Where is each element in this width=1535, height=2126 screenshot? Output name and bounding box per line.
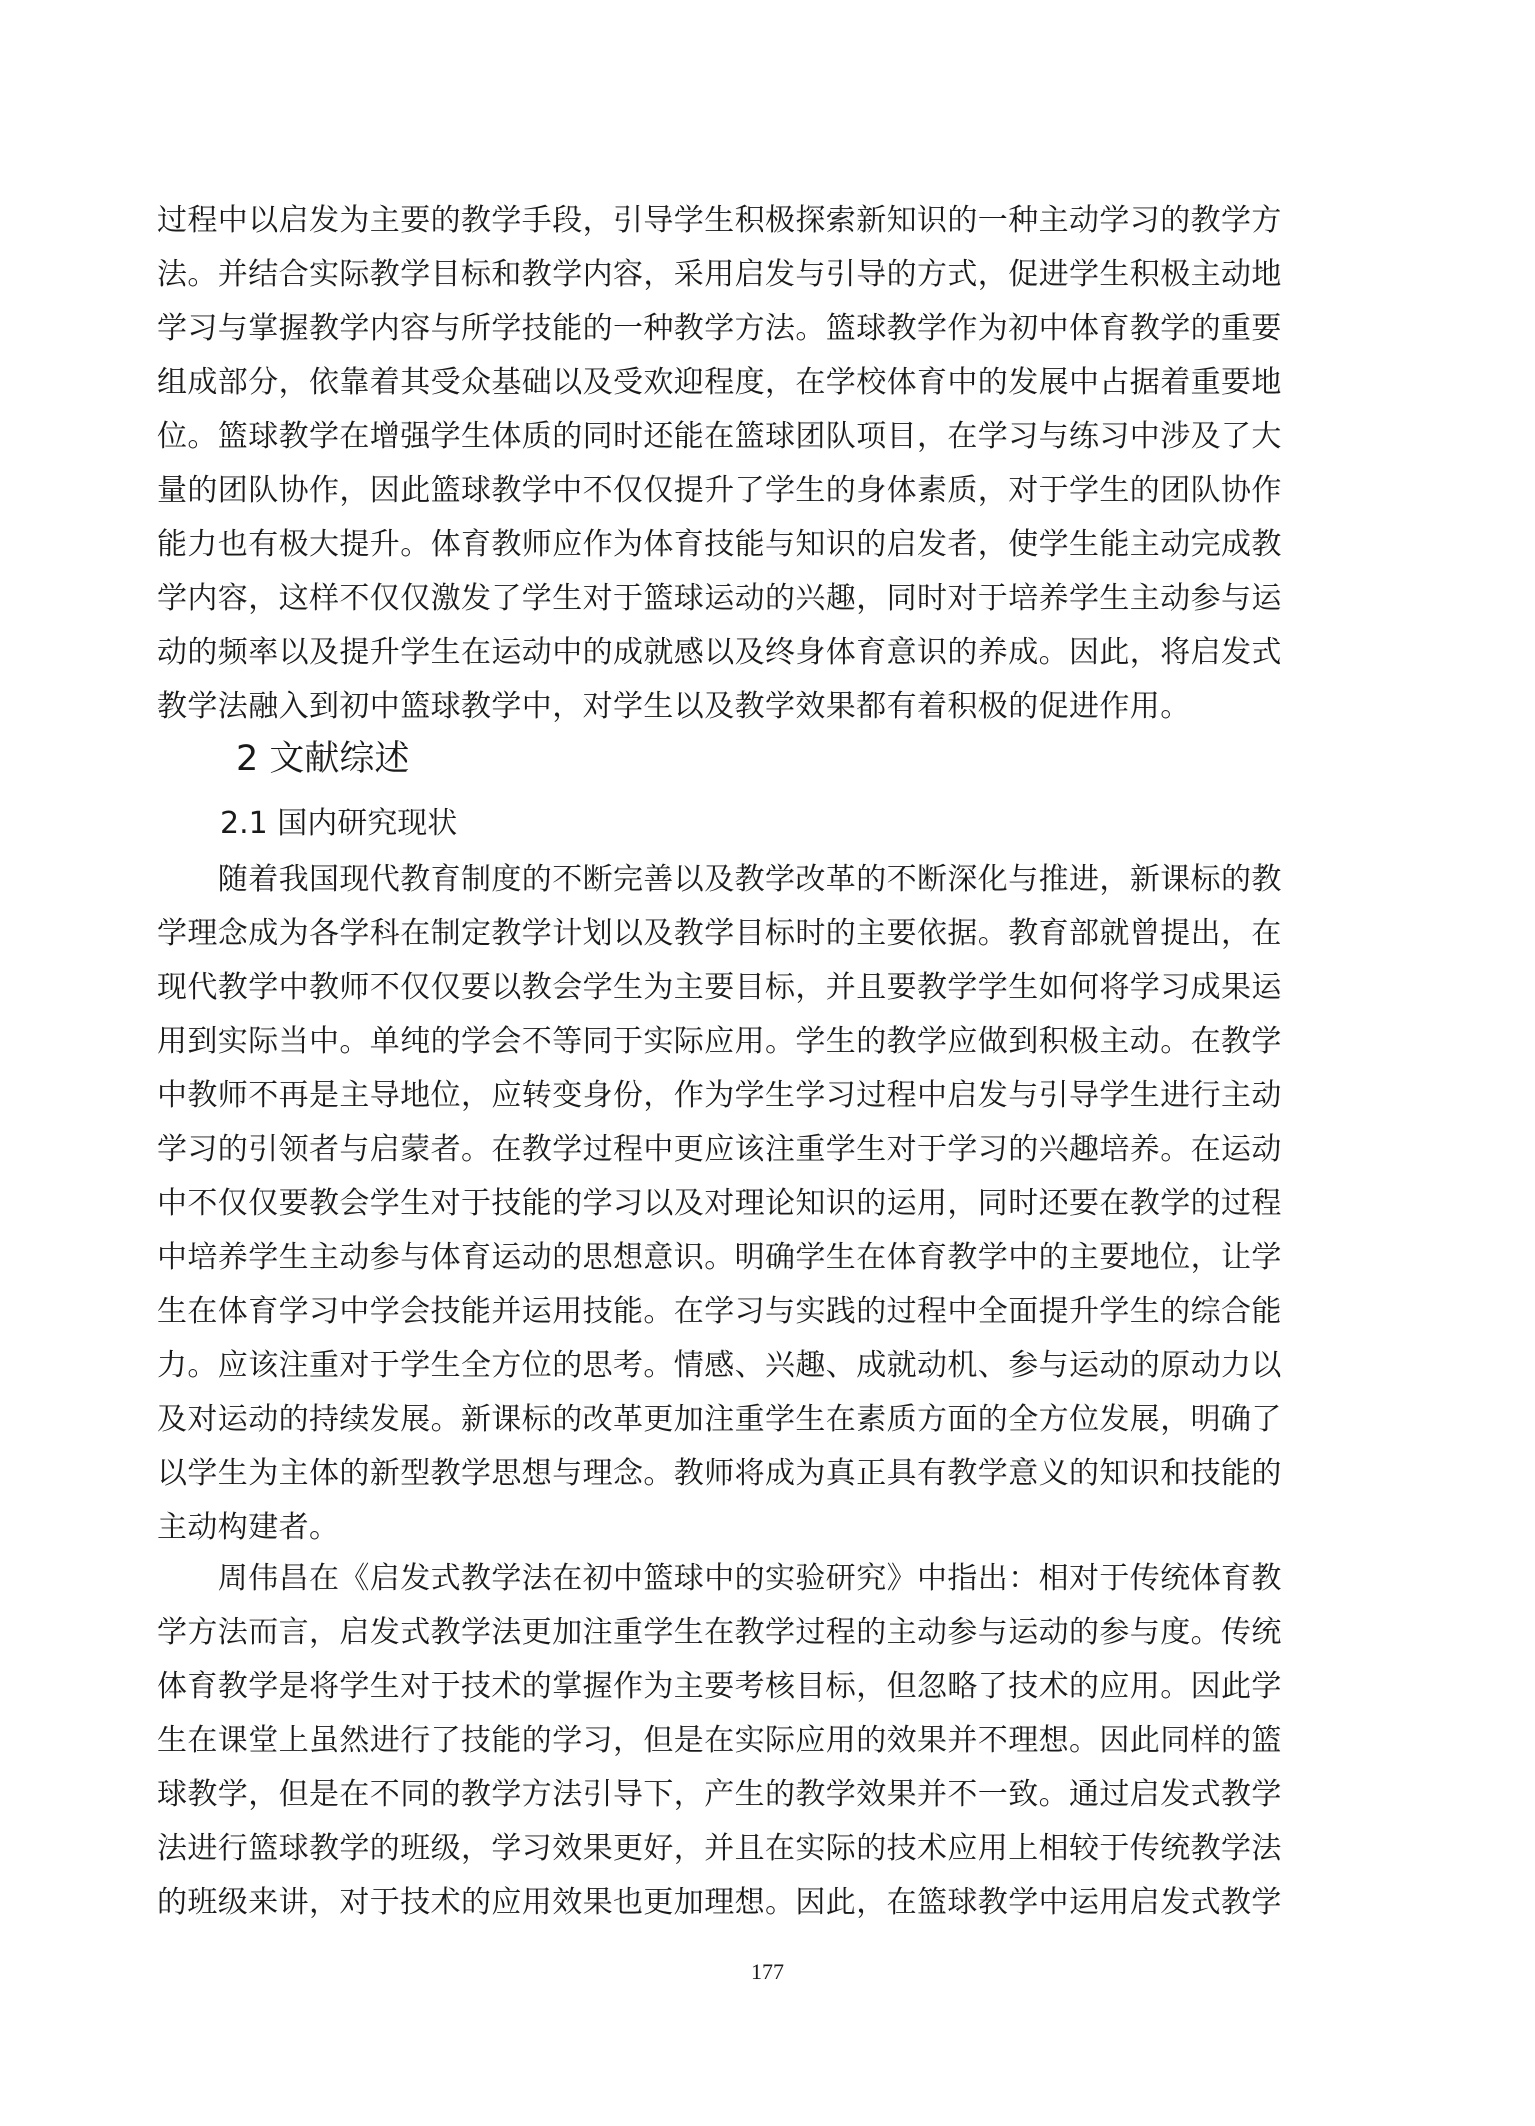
text-line: 组成部分，依靠着其受众基础以及受欢迎程度，在学校体育中的发展中占据着重要地 [157, 365, 1282, 400]
text-line: 周伟昌在《启发式教学法在初中篮球中的实验研究》中指出：相对于传统体育教 [157, 1561, 1282, 1596]
text-line: 位。篮球教学在增强学生体质的同时还能在篮球团队项目，在学习与练习中涉及了大 [157, 419, 1282, 454]
intro-paragraph [157, 194, 1282, 734]
text-line: 中培养学生主动参与体育运动的思想意识。明确学生在体育教学中的主要地位，让学 [157, 1240, 1282, 1275]
text-line: 生在体育学习中学会技能并运用技能。在学习与实践的过程中全面提升学生的综合能 [157, 1294, 1282, 1329]
text-line: 球教学，但是在不同的教学方法引导下，产生的教学效果并不一致。通过启发式教学 [157, 1777, 1282, 1812]
text-line: 学习与掌握教学内容与所学技能的一种教学方法。篮球教学作为初中体育教学的重要 [157, 311, 1282, 346]
text-line: 学理念成为各学科在制定教学计划以及教学目标时的主要依据。教育部就曾提出，在 [157, 916, 1282, 951]
subsection-heading: 2.1 国内研究现状 [220, 806, 458, 841]
page-number: 177 [751, 1959, 784, 1984]
text-line: 量的团队协作，因此篮球教学中不仅仅提升了学生的身体素质，对于学生的团队协作 [157, 473, 1282, 508]
text-line: 随着我国现代教育制度的不断完善以及教学改革的不断深化与推进，新课标的教 [157, 862, 1282, 897]
text-line: 法。并结合实际教学目标和教学内容，采用启发与引导的方式，促进学生积极主动地 [157, 257, 1282, 292]
text-line: 以学生为主体的新型教学思想与理念。教师将成为真正具有教学意义的知识和技能的 [157, 1456, 1282, 1491]
text-line: 的班级来讲，对于技术的应用效果也更加理想。因此，在篮球教学中运用启发式教学 [157, 1885, 1282, 1920]
text-line: 及对运动的持续发展。新课标的改革更加注重学生在素质方面的全方位发展，明确了 [157, 1402, 1282, 1437]
text-line: 学内容，这样不仅仅激发了学生对于篮球运动的兴趣，同时对于培养学生主动参与运 [157, 581, 1282, 616]
text-line: 能力也有极大提升。体育教师应作为体育技能与知识的启发者，使学生能主动完成教 [157, 527, 1282, 562]
text-line: 主动构建者。 [157, 1510, 340, 1545]
text-line: 力。应该注重对于学生全方位的思考。情感、兴趣、成就动机、参与运动的原动力以 [157, 1348, 1282, 1383]
text-line: 学习的引领者与启蒙者。在教学过程中更应该注重学生对于学习的兴趣培养。在运动 [157, 1132, 1282, 1167]
text-line: 用到实际当中。单纯的学会不等同于实际应用。学生的教学应做到积极主动。在教学 [157, 1024, 1282, 1059]
section-heading: 2 文献综述 [236, 739, 410, 779]
text-line: 教学法融入到初中篮球教学中，对学生以及教学效果都有着积极的促进作用。 [157, 689, 1191, 724]
text-line: 法进行篮球教学的班级，学习效果更好，并且在实际的技术应用上相较于传统教学法 [157, 1831, 1282, 1866]
text-line: 现代教学中教师不仅仅要以教会学生为主要目标，并且要教学学生如何将学习成果运 [157, 970, 1282, 1005]
text-line: 生在课堂上虽然进行了技能的学习，但是在实际应用的效果并不理想。因此同样的篮 [157, 1723, 1282, 1758]
text-line: 体育教学是将学生对于技术的掌握作为主要考核目标，但忽略了技术的应用。因此学 [157, 1669, 1282, 1704]
text-line: 中不仅仅要教会学生对于技能的学习以及对理论知识的运用，同时还要在教学的过程 [157, 1186, 1282, 1221]
text-line: 中教师不再是主导地位，应转变身份，作为学生学习过程中启发与引导学生进行主动 [157, 1078, 1282, 1113]
paragraph-domestic-research [157, 853, 1282, 1555]
paragraph-citation [157, 1552, 1282, 1930]
text-line: 过程中以启发为主要的教学手段，引导学生积极探索新知识的一种主动学习的教学方 [157, 203, 1282, 238]
text-line: 学方法而言，启发式教学法更加注重学生在教学过程的主动参与运动的参与度。传统 [157, 1615, 1282, 1650]
text-line: 动的频率以及提升学生在运动中的成就感以及终身体育意识的养成。因此，将启发式 [157, 635, 1282, 670]
